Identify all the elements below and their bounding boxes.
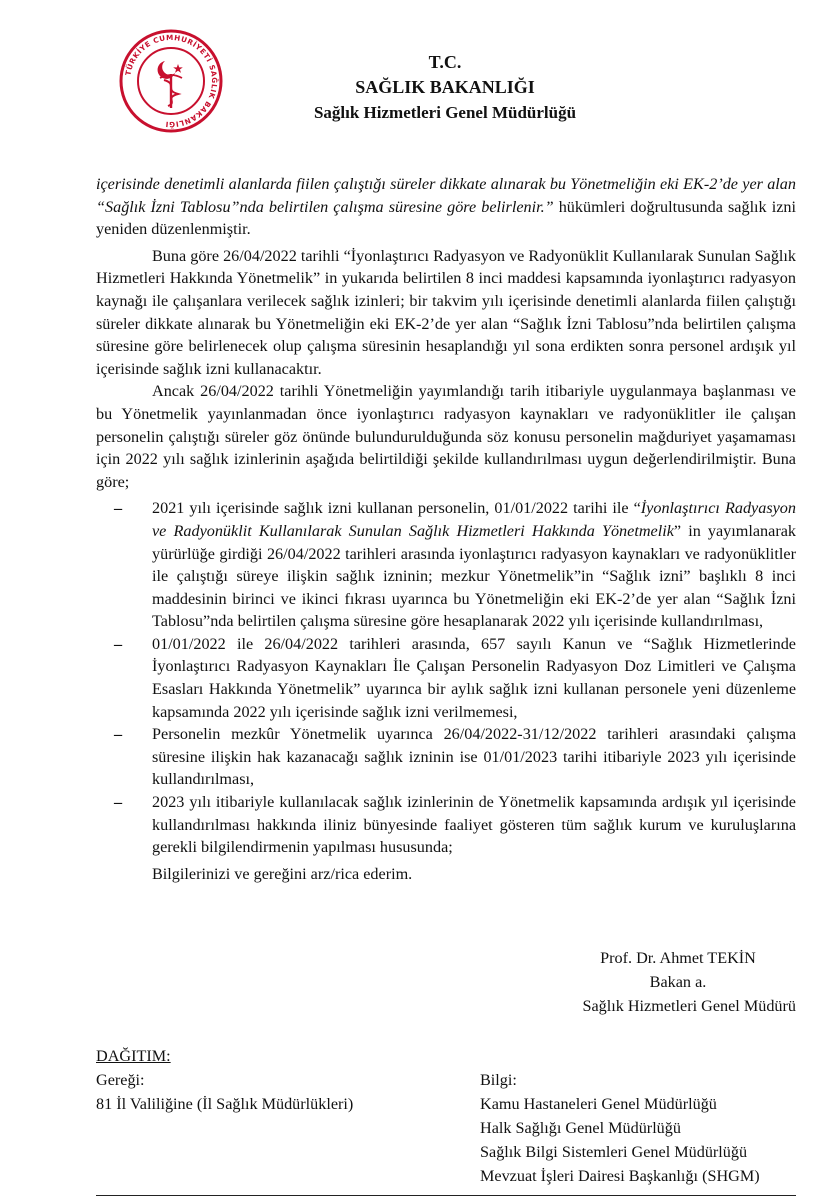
bilgi-recipient: Mevzuat İşleri Dairesi Başkanlığı (SHGM) [480,1167,760,1185]
paragraph-continuation [96,173,796,241]
svg-text:TÜRKİYE CUMHURİYETİ SAĞLIK BAK: TÜRKİYE CUMHURİYETİ SAĞLIK BAKANLIĞI [123,32,220,130]
measures-list [96,497,796,859]
gereği-recipient: 81 İl Valiliğine (İl Sağlık Müdürlükleri) [96,1095,354,1113]
gereği-label: Gereği: [96,1071,145,1089]
distribution-title: DAĞITIM: [96,1047,171,1065]
header-ministry: SAĞLIK BAKANLIĞI [355,77,535,97]
quote-text: içerisinde denetimli alanlarda fiilen çalıştığı süreler dikkate alınarak bu Yönetmeliğin eki EK-2’de yer alan “Sağlık İzni Tablosu”nda belirtilen çalışma süresine göre belirlenir.” [96,175,796,216]
signatory-role: Bakan a. [649,973,707,991]
list-item: – 01/01/2022 ile 26/04/2022 tarihleri arasında, 657 sayılı Kanun ve “Sağlık Hizmetlerinde İyonlaştırıcı Radyasyon Kaynakları İle Çalışan Personelin Radyasyon Doz Limitleri ve Çalışma Esasları Hakkında Yönetmelik” uyarınca bir aylık sağlık izni kullanan personele yeni düzenleme kapsamında 2022 yılı içerisinde sağlık izni verilmemesi, [96,633,796,723]
list-item: – 2023 yılı itibariyle kullanılacak sağlık izinlerinin de Yönetmelik kapsamında ardışık yıl içerisinde kullandırılması hakkında iliniz bünyesinde faaliyet gösteren tüm sağlık kurum ve kuruluşlarına gerekli bilgilendirmenin yapılması hususunda; [96,791,796,859]
bilgi-recipient: Halk Sağlığı Genel Müdürlüğü [480,1119,681,1137]
signatory-title: Sağlık Hizmetleri Genel Müdürü [582,997,796,1015]
quote-tail: hükümleri doğrultusunda sağlık izni yeniden düzenlenmiştir. [96,197,796,239]
paragraph-1: Buna göre 26/04/2022 tarihli “İyonlaştırıcı Radyasyon ve Radyonüklit Kullanılarak Sunulan Sağlık Hizmetleri Hakkında Yönetmelik” in yukarıda belirtilen 8 inci maddesi kapsamında iyonlaştırıcı radyasyon kaynağı ile çalışanlara verilecek sağlık izinleri; bir takvim yılı içerisinde denetimli alanlarda fiilen çalıştığı süreler dikkate alınarak bu Yönetmeliğin eki EK-2’de yer alan “Sağlık İzni Tablosu”nda belirtilen çalışma süresine göre belirlenecek olup çalışma süresinin hesaplandığı yıl sona erdikten sonra personel ardışık yıl içerisinde sağlık izni kullanacaktır. [96,246,796,378]
bilgi-recipient: Kamu Hastaneleri Genel Müdürlüğü [480,1095,717,1113]
letter-body [96,173,796,885]
footer-divider [96,1195,796,1196]
paragraph-2: Ancak 26/04/2022 tarihli Yönetmeliğin yayımlandığı tarih itibariyle uygulanmaya başlanması ve bu Yönetmelik yayınlanmadan önce iyonlaştırıcı radyasyon kaynakları ve radyonüklitler ile çalışan personelin çalıştığı süreler göz önünde bulundurulduğunda söz konusu personelin mağduriyet yaşamaması için 2022 yılı sağlık izinlerinin aşağıda belirtildiği şekilde kullandırılması uygun değerlendirilmiştir. Buna göre; [96,382,796,491]
ministry-logo [118,28,224,134]
header-directorate: Sağlık Hizmetleri Genel Müdürlüğü [313,103,577,122]
letterhead [240,50,650,125]
signature-block [560,946,796,1018]
list-item: – 2021 yılı içerisinde sağlık izni kullanan personelin, 01/01/2022 tarihi ile “İyonlaştırıcı Radyasyon ve Radyonüklit Kullanılarak Sunulan Sağlık Hizmetleri Hakkında Yönetmelik” in yayımlanarak yürürlüğe girdiği 26/04/2022 tarihleri arasında iyonlaştırıcı radyasyon kaynakları ve radyonüklitler ile çalıştığı süreye ilişkin sağlık izninin; mezkur Yönetmelik”in “Sağlık izni” başlıklı 8 inci maddesinin birinci ve ikinci fıkrası uyarınca bu Yönetmeliğin eki EK-2’de yer alan “Sağlık İzni Tablosu”nda belirtilen çalışma süresine göre hesaplanarak 2022 yılı içerisinde kullandırılması, [96,497,796,633]
distribution [96,1044,353,1116]
bilgi-recipient: Sağlık Bilgi Sistemleri Genel Müdürlüğü [480,1143,748,1161]
bilgi-label: Bilgi: [480,1071,517,1089]
list-item: – Personelin mezkûr Yönetmelik uyarınca 26/04/2022-31/12/2022 tarihleri arasındaki çalışma süresine ilişkin hak kazanacağı sağlık izninin ise 01/01/2023 tarihi itibariyle 2023 yılı içerisinde kullandırılması, [96,723,796,791]
closing-line: Bilgilerinizi ve gereğini arz/rica ederim. [152,864,413,883]
bilgi-list [480,1068,760,1188]
signatory-name: Prof. Dr. Ahmet TEKİN [600,949,756,967]
header-tc: T.C. [428,52,462,72]
